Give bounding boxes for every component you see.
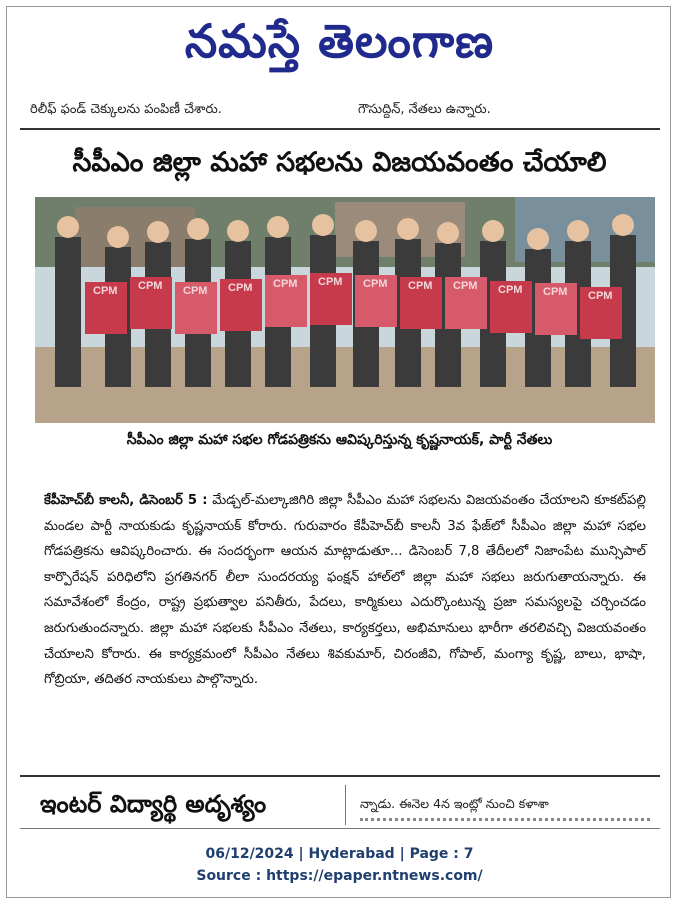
group-photo-illustration (35, 197, 655, 423)
article-headline: సీపీఎం జిల్లా మహా సభలను విజయవంతం చేయాలి (72, 147, 607, 178)
svg-text:CPM: CPM (408, 280, 433, 292)
section-divider (20, 128, 660, 130)
svg-text:CPM: CPM (138, 280, 163, 292)
article-dateline: కేపీహెచ్‌బీ కాలనీ, డిసెంబర్ 5 : (44, 493, 208, 508)
column-rule (345, 785, 346, 825)
svg-text:CPM: CPM (228, 282, 253, 294)
article-photo (35, 197, 655, 423)
page-frame (6, 6, 671, 898)
photo-caption: సీపీఎం జిల్లా మహా సభల గోడపత్రికను ఆవిష్కరిస్తున్న కృష్ణనాయక్, పార్టీ నేతలు (126, 432, 553, 448)
next-article-snippet: న్నాడు. ఈనెల 4న ఇంట్లో నుంచి కళాశా (360, 796, 549, 811)
next-article-headline: ఇంటర్ విద్యార్థి అదృశ్యం (40, 790, 267, 818)
svg-text:CPM: CPM (498, 284, 523, 296)
svg-text:CPM: CPM (183, 285, 208, 297)
svg-text:CPM: CPM (93, 285, 118, 297)
footer-divider (20, 828, 660, 829)
svg-text:CPM: CPM (318, 276, 343, 288)
svg-text:CPM: CPM (363, 278, 388, 290)
article-text: మేడ్చల్-మల్కాజిగిరి జిల్లా సీపీఎం మహా సభలను విజయవంతం చేయాలని కూకట్‌పల్లి మండల పార్టీ నాయకుడు కృష్ణనాయక్ కోరారు. గురువారం కేపీహెచ్‌బీ కాలనీ 3వ ఫేజ్‌లో సీపీఎం జిల్లా మహా సభల గోడపత్రికను ఆవిష్కరించారు. ఈ సందర్భంగా ఆయన మాట్లాడుతూ... డిసెంబర్ 7,8 తేదీలలో నిజాంపేట మున్సిపాల్ కార్పొరేషన్ పరిధిలోని ప్రగతినగర్ లీలా సుందరయ్య ఫంక్షన్ హాల్‌లో జిల్లా మహా సభలు జరుగుతాయన్నారు. ఈ సమావేశంలో కేంద్రం, రాష్ట్ర ప్రభుత్వాల పనితీరు, పేదలు, కార్మికులు ఎదుర్కొంటున్న ప్రజా సమస్యలపై చర్చించడం జరుగుతుందన్నారు. జిల్లా మహా సభలకు సీపీఎం నేతలు, కార్యకర్తలు, అభిమానులు భారీగా తరలివచ్చి విజయవంతం చేయాలని కోరారు. ఈ కార్యక్రమంలో సీపీఎం నేతలు శివకుమార్, చిరంజీవి, గోపాల్, మంగ్యా కృష్ణ, బాలు, భాషా, గోబ్రియా, తదితర నాయకులు పాల్గొన్నారు. (44, 493, 646, 688)
section-divider-lower (20, 775, 660, 777)
previous-article-tail-right: గౌసుద్దిన్, నేతలు ఉన్నారు. (358, 102, 491, 117)
svg-text:CPM: CPM (588, 290, 613, 302)
svg-text:CPM: CPM (543, 286, 568, 298)
footer-source-line: Source : https://epaper.ntnews.com/ (196, 868, 483, 884)
newspaper-masthead: నమస్తే తెలంగాణ (184, 14, 495, 68)
svg-text:CPM: CPM (273, 278, 298, 290)
previous-article-tail: రిలీఫ్ ఫండ్ చెక్కులను పంపిణీ చేశారు. (30, 102, 222, 117)
footer-date-line: 06/12/2024 | Hyderabad | Page : 7 (205, 846, 474, 862)
cut-text-line (360, 818, 650, 827)
article-body (44, 488, 646, 693)
svg-text:CPM: CPM (453, 280, 478, 292)
